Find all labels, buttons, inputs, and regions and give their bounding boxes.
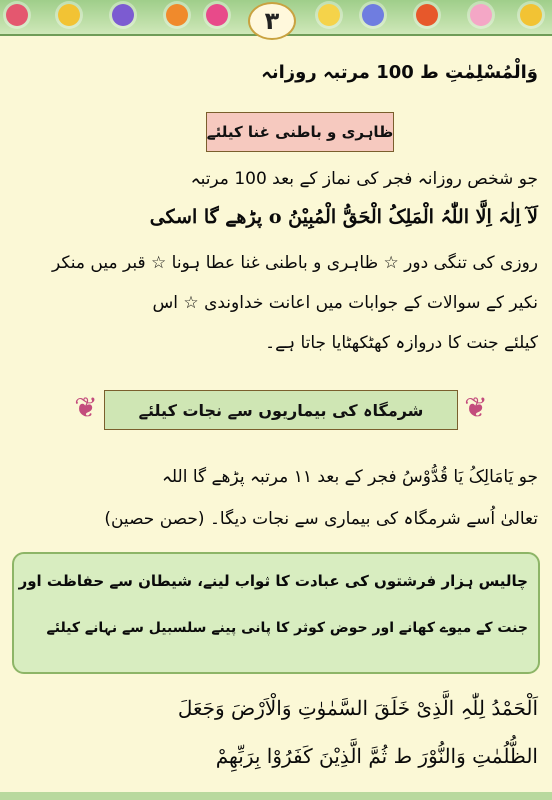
- text-line-5: نکیر کے سوالات کے جوابات میں اعانت خداوندی ☆ اس: [152, 293, 538, 313]
- text-line-3: لَآ اِلٰہَ اِلَّا اللّٰہُ الْمَلِکُ الْحَقُّ الْمُبِیْنُ o پڑھے گا اسکی: [149, 206, 538, 228]
- flower-icon: [362, 4, 384, 26]
- arabic-line-1: اَلْحَمْدُ لِلّٰہِ الَّذِیْ خَلَقَ السَّمٰوٰتِ وَالْاَرْضَ وَجَعَلَ: [177, 696, 538, 720]
- text-line-2: جو شخص روزانہ فجر کی نماز کے بعد 100 مرتبہ: [190, 169, 538, 189]
- ornament-left-icon: ❦: [74, 391, 98, 424]
- page-number: ٣: [248, 2, 296, 40]
- flower-icon: [166, 4, 188, 26]
- flower-icon: [112, 4, 134, 26]
- text-line-6: کیلئے جنت کا دروازہ کھٹکھٹایا جاتا ہے۔: [265, 333, 538, 353]
- flower-icon: [318, 4, 340, 26]
- flower-icon: [470, 4, 492, 26]
- text-line-4: روزی کی تنگی دور ☆ ظاہری و باطنی غنا عطا ہونا ☆ قبر میں منکر: [52, 253, 538, 273]
- flower-icon: [6, 4, 28, 26]
- flower-icon: [416, 4, 438, 26]
- text-line-1: وَالْمُسْلِمٰتِ ط 100 مرتبہ روزانہ: [261, 62, 538, 83]
- flower-icon: [520, 4, 542, 26]
- heading-sharmgah: شرمگاہ کی بیماریوں سے نجات کیلئے: [104, 390, 458, 430]
- panel-line-1: چالیس ہزار فرشتوں کی عبادت کا ثواب لینے، شیطان سے حفاظت اور: [18, 572, 528, 590]
- highlight-panel: [12, 552, 540, 674]
- flower-icon: [58, 4, 80, 26]
- text-line-8: تعالیٰ اُسے شرمگاہ کی بیماری سے نجات دیگا۔ (حصن حصین): [104, 509, 538, 529]
- ornament-right-icon: ❦: [464, 391, 488, 424]
- heading-zahiri-batini: ظاہری و باطنی غنا کیلئے: [206, 112, 394, 152]
- bottom-border: [0, 792, 552, 800]
- panel-line-2: جنت کے میوے کھانے اور حوض کوثر کا پانی پینے سلسبیل سے نہانے کیلئے: [46, 620, 528, 636]
- text-line-7: جو یَامَالِکُ یَا قُدُّوْسُ فجر کے بعد ١١ مرتبہ پڑھے گا اللہ: [161, 467, 538, 487]
- flower-icon: [206, 4, 228, 26]
- arabic-line-2: الظُّلُمٰتِ وَالنُّوْرَ ط ثُمَّ الَّذِیْنَ کَفَرُوْا بِرَبِّھِمْ: [215, 744, 538, 768]
